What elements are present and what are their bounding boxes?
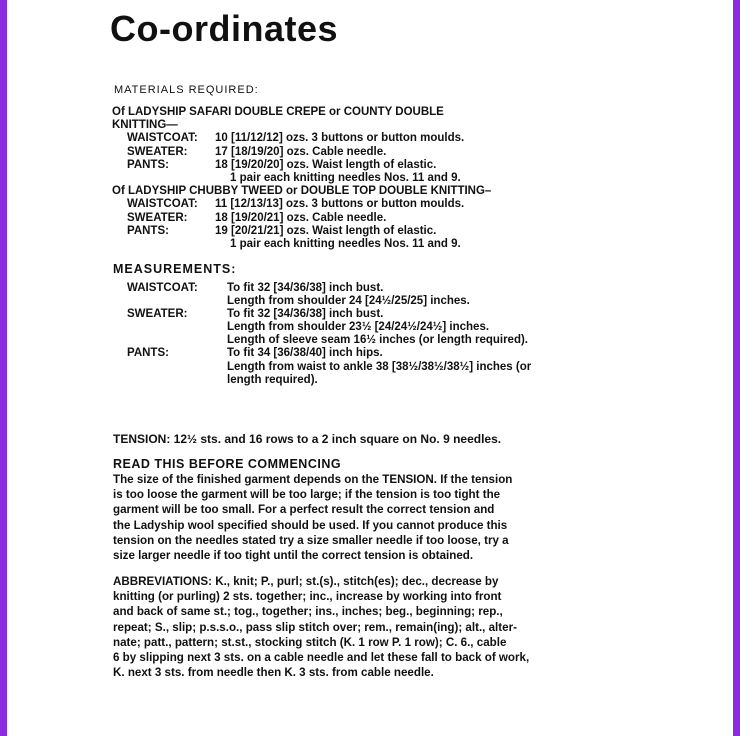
read-paragraph (113, 472, 581, 563)
pants-label: PANTS: (127, 347, 169, 360)
page-title: Co-ordinates (110, 8, 339, 49)
garment-value: 19 [20/21/21] ozs. Waist length of elastic. (215, 224, 437, 237)
sweater-label: SWEATER: (127, 308, 188, 321)
garment-value: 10 [11/12/12] ozs. 3 buttons or button moulds. (215, 132, 465, 145)
needles-line-2: 1 pair each knitting needles Nos. 11 and 9. (230, 238, 461, 251)
read-line: garment will be too small. For a perfect result the correct tension and (113, 503, 495, 517)
garment-label: WAISTCOAT: (127, 198, 198, 211)
meas-row (127, 361, 587, 374)
meas-row (127, 374, 587, 387)
abbr-line: knitting (or purling) 2 sts. together; inc., increase by working into front (113, 590, 502, 604)
waistcoat-label: WAISTCOAT: (127, 282, 198, 294)
meas-row (127, 308, 587, 321)
abbr-line: K. next 3 sts. from needle then K. 3 sts. from cable needle. (113, 666, 434, 680)
garment-label: SWEATER: (127, 145, 188, 158)
read-line: is too loose the garment will be too large; if the tension is too tight the (113, 488, 501, 502)
pants-line1: To fit 34 [36/38/40] inch hips. (227, 347, 383, 360)
garment-label: SWEATER: (127, 211, 188, 224)
garment-label: PANTS: (127, 224, 169, 237)
read-line: size larger needle if too tight until the correct tension is obtained. (113, 549, 474, 563)
measurements-block (127, 282, 587, 387)
yarn-group-1 (112, 106, 592, 251)
abbr-line: ABBREVIATIONS: K., knit; P., purl; st.(s)., stitch(es); dec., decrease by (113, 575, 499, 588)
materials-row (112, 225, 592, 238)
waistcoat-line2: Length from shoulder 24 [24½/25/25] inches. (227, 295, 470, 308)
meas-row (127, 282, 587, 295)
read-line: The size of the finished garment depends on the TENSION. If the tension (113, 473, 513, 486)
read-heading: READ THIS BEFORE COMMENCING (113, 457, 342, 471)
yarn1-line2: KNITTING— (112, 119, 178, 132)
pants-line3: length required). (227, 373, 318, 386)
sweater-line3: Length of sleeve seam 16½ inches (or length required). (227, 334, 528, 347)
meas-row (127, 347, 587, 360)
spacer (127, 295, 227, 308)
sweater-line1: To fit 32 [34/36/38] inch bust. (227, 308, 384, 321)
right-border (733, 0, 740, 736)
tension-line: TENSION: 12½ sts. and 16 rows to a 2 inch square on No. 9 needles. (113, 432, 502, 446)
read-line: the Ladyship wool specified should be used. If you cannot produce this (113, 518, 508, 532)
left-border (0, 0, 7, 736)
garment-label: PANTS: (127, 158, 169, 171)
yarn2-line: Of LADYSHIP CHUBBY TWEED or DOUBLE TOP DOUBLE KNITTING– (112, 185, 492, 198)
garment-value: 17 [18/19/20] ozs. Cable needle. (215, 145, 387, 158)
yarn1-line1: Of LADYSHIP SAFARI DOUBLE CREPE or COUNTY DOUBLE (112, 106, 444, 118)
sweater-line2: Length from shoulder 23½ [24/24½/24½] inches. (227, 321, 490, 334)
abbr-line: repeat; S., slip; p.s.s.o., pass slip stitch over; rem., remain(ing); alt., alter- (113, 620, 517, 634)
measurements-heading: MEASUREMENTS: (113, 262, 237, 276)
garment-value: 11 [12/13/13] ozs. 3 buttons or button moulds. (215, 198, 465, 211)
abbreviations-paragraph (113, 574, 581, 680)
read-line: tension on the needles stated try a size smaller needle if too loose, try a (113, 533, 509, 547)
pants-line2: Length from waist to ankle 38 [38½/38½/38½] inches (or (227, 360, 532, 373)
needles-line-1: 1 pair each knitting needles Nos. 11 and 9. (230, 172, 461, 185)
meas-row (127, 334, 587, 347)
garment-value: 18 [19/20/21] ozs. Cable needle. (215, 211, 387, 224)
spacer (127, 334, 227, 347)
spacer (127, 321, 227, 334)
meas-row (127, 321, 587, 334)
garment-label: WAISTCOAT: (127, 132, 198, 145)
materials-row (112, 132, 592, 145)
materials-row (112, 146, 592, 159)
materials-row (112, 198, 592, 211)
materials-row (112, 159, 592, 172)
materials-heading: MATERIALS REQUIRED: (114, 84, 259, 96)
materials-row (112, 212, 592, 225)
waistcoat-line1: To fit 32 [34/36/38] inch bust. (227, 282, 384, 294)
spacer (127, 361, 227, 374)
abbr-line: 6 by slipping next 3 sts. on a cable needle and let these fall to back of work, (113, 651, 530, 665)
abbr-line: nate; patt., pattern; st.st., stocking stitch (K. 1 row P. 1 row); C. 6., cable (113, 635, 507, 649)
spacer (127, 374, 227, 387)
abbr-line: and back of same st.; tog., together; ins., inches; beg., beginning; rep., (113, 605, 503, 619)
meas-row (127, 295, 587, 308)
garment-value: 18 [19/20/20] ozs. Waist length of elastic. (215, 158, 437, 171)
